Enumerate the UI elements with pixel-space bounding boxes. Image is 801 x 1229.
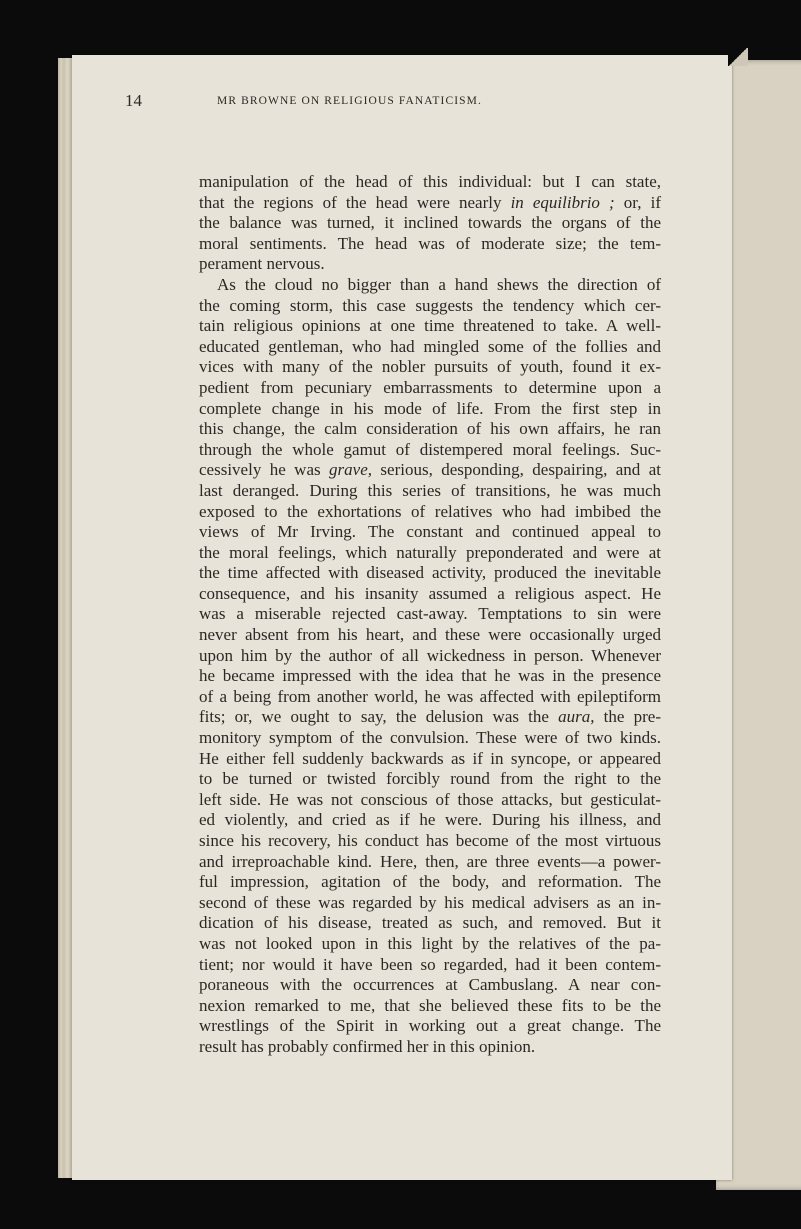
- text-line: tient; nor would it have been so regarded, had it been contem-: [199, 954, 661, 974]
- text-line: never absent from his heart, and these were occasionally urged: [199, 625, 661, 645]
- text-line-with-italic: that the regions of the head were nearly in equilibrio ; or, if: [199, 192, 661, 212]
- text-line: the coming storm, this case suggests the tendency which cer-: [199, 295, 661, 315]
- text-line: As the cloud no bigger than a hand shews the direction of: [217, 274, 661, 294]
- text-line: consequence, and his insanity assumed a religious aspect. He: [199, 583, 661, 603]
- text-line: educated gentleman, who had mingled some of the follies and: [199, 336, 661, 356]
- text-line: he became impressed with the idea that he was in the presence: [199, 666, 661, 686]
- text-line: was not looked upon in this light by the relatives of the pa-: [199, 933, 661, 953]
- text-line: to be turned or twisted forcibly round from the right to the: [199, 769, 661, 789]
- text-line: this change, the calm consideration of his own affairs, he ran: [199, 419, 661, 439]
- text-line: perament nervous.: [199, 254, 325, 274]
- text-line: and irreproachable kind. Here, then, are three events—a power-: [199, 851, 661, 871]
- text-line: left side. He was not conscious of those attacks, but gesticulat-: [199, 789, 661, 809]
- text-line: dication of his disease, treated as such, and removed. But it: [199, 913, 661, 933]
- text-line: through the whole gamut of distempered moral feelings. Suc-: [199, 439, 661, 459]
- text-line: of a being from another world, he was affected with epileptiform: [199, 686, 661, 706]
- text-line: result has probably confirmed her in this opinion.: [199, 1036, 536, 1056]
- text-line: was a miserable rejected cast-away. Temptations to sin were: [199, 604, 661, 624]
- text-line: exposed to the exhortations of relatives who had imbibed the: [199, 501, 661, 521]
- text-line: moral sentiments. The head was of moderate size; the tem-: [199, 233, 661, 253]
- text-line: nexion remarked to me, that she believed these fits to be the: [199, 995, 661, 1015]
- italic-phrase: in equilibrio ;: [510, 192, 615, 212]
- italic-phrase: grave,: [329, 460, 372, 480]
- text-line: the moral feelings, which naturally preponderated and were at: [199, 542, 661, 562]
- text-line: since his recovery, his conduct has become of the most virtuous: [199, 831, 661, 850]
- text-line: ful impression, agitation of the body, and reformation. The: [199, 872, 661, 892]
- running-title: MR BROWNE ON RELIGIOUS FANATICISM.: [217, 95, 482, 107]
- page-number: 14: [125, 91, 142, 110]
- text-line: upon him by the author of all wickedness in person. Whenever: [199, 645, 661, 665]
- italic-phrase: aura,: [558, 707, 595, 727]
- text-line: monitory symptom of the convulsion. These were of two kinds.: [199, 728, 661, 748]
- text-line: the time affected with diseased activity, produced the inevitable: [199, 563, 661, 583]
- text-line: pedient from pecuniary embarrassments to determine upon a: [199, 377, 661, 397]
- text-line: manipulation of the head of this individual: but I can state,: [199, 172, 661, 191]
- text-line: ed violently, and cried as if he were. During his illness, and: [199, 810, 661, 830]
- text-line-with-italic: cessively he was grave, serious, desponding, despairing, and at: [199, 460, 661, 480]
- text-line: views of Mr Irving. The constant and continued appeal to: [199, 522, 661, 542]
- text-line: tain religious opinions at one time threatened to take. A well-: [199, 316, 661, 336]
- text-line: poraneous with the occurrences at Cambuslang. A near con-: [199, 975, 661, 995]
- text-line: vices with many of the nobler pursuits of youth, found it ex-: [199, 357, 661, 377]
- text-line: the balance was turned, it inclined towards the organs of the: [199, 213, 661, 233]
- text-line: wrestlings of the Spirit in working out a great change. The: [199, 1016, 661, 1036]
- text-line: complete change in his mode of life. From the first step in: [199, 398, 661, 418]
- text-line: second of these was regarded by his medical advisers as an in-: [199, 892, 661, 912]
- body-text: [199, 172, 661, 1058]
- text-line-with-italic: fits; or, we ought to say, the delusion was the aura, the pre-: [199, 707, 661, 727]
- text-line: last deranged. During this series of transitions, he was much: [199, 480, 661, 500]
- text-line: He either fell suddenly backwards as if in syncope, or appeared: [199, 748, 661, 768]
- page-corner: [728, 48, 748, 66]
